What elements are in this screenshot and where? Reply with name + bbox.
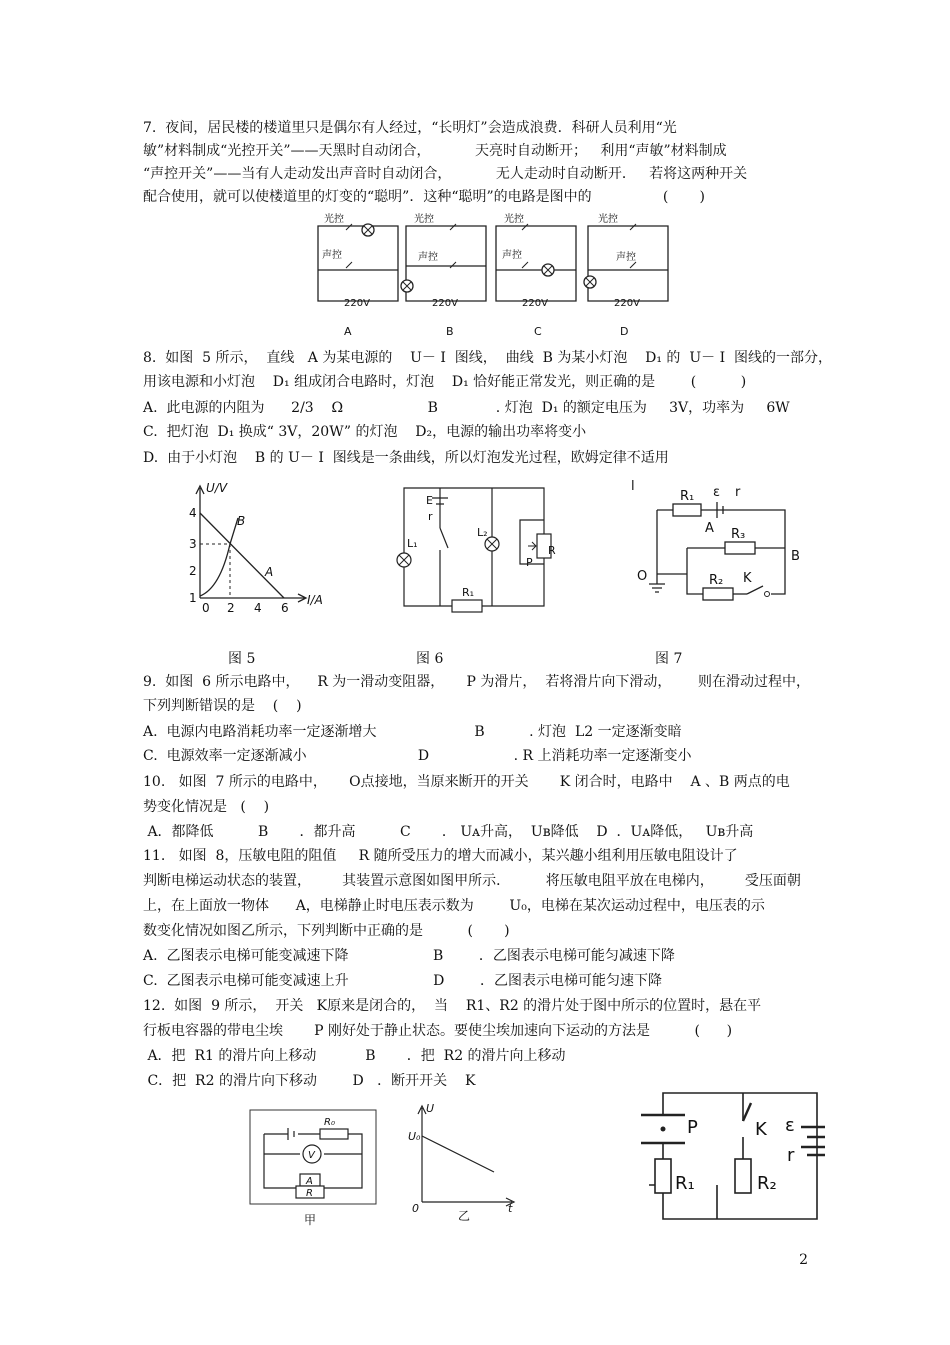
fig8-jia-label-a: A bbox=[306, 1176, 313, 1187]
q9-line-2: 下列判断错误的是 ( ) bbox=[143, 698, 302, 714]
fig9-circuit bbox=[625, 1085, 825, 1230]
fig8-yi-u-axis bbox=[418, 1106, 426, 1202]
q8-option-c: C. 把灯泡 D₁ 换成“ 3V，20W” 的灯泡 D₂，电源的输出功率将变小 bbox=[143, 424, 587, 440]
fig8-yi-caption: 乙 bbox=[458, 1209, 471, 1223]
fig6-label-p: P bbox=[526, 556, 533, 569]
fig9-label-emf: ε bbox=[785, 1115, 795, 1136]
q8-option-a-b: A. 此电源的内阻为 2/3 Ω B . 灯泡 D₁ 的额定电压为 3V，功率为 6W bbox=[143, 400, 790, 416]
q7-line-2: 敏”材料制成“光控开关”——天黑时自动闭合， 天亮时自动断开； 利用“声敏”材料制成 bbox=[143, 143, 727, 159]
fig7-label-r1: R₁ bbox=[680, 489, 695, 504]
fig6-label-r: R bbox=[548, 544, 556, 557]
q7-b-sound-label: 声控 bbox=[418, 252, 438, 263]
q8-line-1: 8. 如图 5 所示， 直线 A 为某电源的 U－ I 图线， 曲线 B 为某小灯泡 D₁ 的 U－ I 图线的一部分， bbox=[143, 350, 833, 366]
fig6-switch bbox=[440, 528, 448, 548]
q12-option-c-d: C．把 R2 的滑片向下移动 D ．断开开关 K bbox=[143, 1073, 476, 1089]
fig8-yi-line bbox=[422, 1136, 494, 1172]
q7-b-light-label: 光控 bbox=[414, 214, 434, 225]
fig5-x-tick-4: 4 bbox=[254, 601, 262, 615]
fig7-resistor-r2 bbox=[703, 588, 733, 600]
fig7-label-o: O bbox=[637, 569, 648, 584]
fig5-y-tick-4: 4 bbox=[189, 506, 197, 520]
fig7-label-a: A bbox=[705, 521, 714, 536]
fig7-label-b: B bbox=[791, 549, 800, 564]
q9-option-c-d: C. 电源效率一定逐渐减小 D . R 上消耗功率一定逐渐变小 bbox=[143, 748, 692, 764]
q7-option-b: B bbox=[446, 325, 454, 338]
q7-c-voltage-label: 220V bbox=[522, 298, 548, 309]
fig6-caption: 图 6 bbox=[416, 651, 444, 667]
fig7-switch-contact bbox=[765, 592, 770, 597]
q9-option-a-b: A. 电源内电路消耗功率一定逐渐增大 B . 灯泡 L2 一定逐渐变暗 bbox=[143, 724, 682, 740]
fig9-dust-particle bbox=[661, 1127, 666, 1132]
fig8-jia-caption: 甲 bbox=[304, 1213, 317, 1227]
fig5-dashed-guides bbox=[200, 544, 230, 598]
q11-line-2: 判断电梯运动状态的装置， 其装置示意图如图甲所示． 将压敏电阻平放在电梯内， 受压面朝 bbox=[143, 873, 801, 889]
fig8-jia-label-v: V bbox=[308, 1150, 315, 1161]
fig5-label-b: B bbox=[237, 514, 246, 528]
fig5-x-tick-6: 6 bbox=[281, 601, 289, 615]
fig9-battery bbox=[801, 1127, 825, 1155]
q12-line-1: 12. 如图 9 所示， 开关 K原来是闭合的， 当 R1、R2 的滑片处于图中所示的位置时，悬在平 bbox=[143, 998, 762, 1014]
q10-line-1: 10. 如图 7 所示的电路中， O点接地，当原来断开的开关 K 闭合时，电路中 A 、B 两点的电 bbox=[143, 774, 790, 790]
q11-line-4: 数变化情况如图乙所示，下列判断中正确的是 ( ) bbox=[143, 923, 510, 939]
q11-option-a-b: A. 乙图表示电梯可能变减速下降 B ．乙图表示电梯可能匀减速下降 bbox=[143, 948, 675, 964]
q7-a-light-label: 光控 bbox=[324, 214, 344, 225]
fig6-resistor-r1 bbox=[452, 600, 482, 612]
fig5-label-a: A bbox=[265, 565, 274, 579]
q11-option-c-d: C. 乙图表示电梯可能变减速上升 D ．乙图表示电梯可能匀速下降 bbox=[143, 973, 662, 989]
fig7-caption: 图 7 bbox=[655, 651, 683, 667]
fig8-yi-label-u0: U₀ bbox=[408, 1130, 421, 1143]
fig9-label-k: K bbox=[755, 1119, 767, 1140]
fig5-y-tick-2: 2 bbox=[189, 564, 197, 578]
fig6-label-r1: R₁ bbox=[462, 586, 475, 599]
q12-option-a-b: A．把 R1 的滑片向上移动 B ．把 R2 的滑片向上移动 bbox=[143, 1048, 566, 1064]
q12-line-2: 行板电容器的带电尘埃 P 刚好处于静止状态。要使尘埃加速向下运动的方法是 ( ) bbox=[143, 1023, 733, 1039]
q8-line-2: 用该电源和小灯泡 D₁ 组成闭合电路时，灯泡 D₁ 恰好能正常发光，则正确的是 ( ) bbox=[143, 374, 747, 390]
q7-option-d: D bbox=[620, 325, 629, 338]
q10-line-2: 势变化情况是 ( ) bbox=[143, 799, 270, 815]
fig7-resistor-r3 bbox=[725, 542, 755, 554]
q7-line-1: 7. 夜间，居民楼的楼道里只是偶尔有人经过，“长明灯”会造成浪费．科研人员利用“光 bbox=[143, 120, 677, 136]
fig9-resistor-r1 bbox=[655, 1159, 671, 1193]
fig9-switch-k bbox=[743, 1103, 751, 1121]
fig7-resistor-r1 bbox=[673, 504, 701, 516]
fig7-switch-k bbox=[747, 586, 763, 594]
q11-line-3: 上，在上面放一物体 A，电梯静止时电压表示数为 U₀，电梯在某次运动过程中，电压表的示 bbox=[143, 898, 765, 914]
fig5-caption: 图 5 bbox=[228, 651, 256, 667]
fig8-jia-battery bbox=[288, 1128, 294, 1140]
fig8-yi-t-axis bbox=[422, 1198, 514, 1206]
fig6-label-l1: L₁ bbox=[407, 537, 418, 550]
fig6-slider-p bbox=[528, 542, 536, 550]
fig8-jia-resistor-r0 bbox=[320, 1129, 348, 1139]
q7-c-sound-label: 声控 bbox=[502, 250, 522, 261]
fig7-mark: l bbox=[631, 479, 635, 494]
fig5-y-tick-1: 1 bbox=[189, 591, 197, 605]
q9-line-1: 9. 如图 6 所示电路中， R 为一滑动变阻器， P 为滑片， 若将滑片向下滑动， 则在滑动过程中， bbox=[143, 674, 811, 690]
fig5-curve-b bbox=[200, 518, 238, 596]
fig8-jia-circuit bbox=[248, 1108, 383, 1230]
fig6-label-e: E bbox=[426, 494, 433, 507]
q7-circuits-figure bbox=[310, 208, 690, 343]
q8-option-d: D. 由于小灯泡 B 的 U－ I 图线是一条曲线，所以灯泡发光过程，欧姆定律不适用 bbox=[143, 450, 669, 466]
fig8-jia-label-r: R bbox=[306, 1188, 313, 1199]
fig7-ground-icon bbox=[649, 574, 665, 592]
q10-options: A．都降低 B ．都升高 C ． Uᴀ升高， Uʙ降低 D ．Uᴀ降低， Uʙ升高 bbox=[143, 824, 754, 840]
fig8-jia-label-r0: R₀ bbox=[324, 1117, 335, 1128]
q7-c-light-label: 光控 bbox=[504, 214, 524, 225]
fig7-label-r: r bbox=[735, 485, 741, 500]
fig5-x-axis-label: I/A bbox=[307, 593, 323, 607]
fig6-label-r-internal: r bbox=[428, 510, 433, 523]
fig8-yi-label-u: U bbox=[426, 1102, 435, 1115]
q7-line-3: “声控开关”——当有人走动发出声音时自动闭合， 无人走动时自动断开． 若将这两种开关 bbox=[143, 166, 748, 182]
fig9-label-p: P bbox=[687, 1117, 698, 1138]
q11-line-1: 11. 如图 8，压敏电阻的阻值 R 随所受压力的增大而减小，某兴趣小组利用压敏电阻设计了 bbox=[143, 848, 738, 864]
fig7-label-r2: R₂ bbox=[709, 573, 724, 588]
fig6-circuit bbox=[390, 480, 560, 615]
fig8-yi-graph bbox=[400, 1098, 525, 1230]
q7-d-sound-label: 声控 bbox=[616, 252, 636, 263]
fig5-ui-graph bbox=[180, 478, 340, 623]
fig9-label-r: r bbox=[787, 1145, 795, 1166]
q7-b-voltage-label: 220V bbox=[432, 298, 458, 309]
fig7-label-emf: ε bbox=[713, 485, 721, 500]
fig9-label-r1: R₁ bbox=[675, 1173, 695, 1194]
fig9-resistor-r2 bbox=[735, 1159, 751, 1193]
fig7-label-k: K bbox=[743, 571, 752, 586]
fig5-x-tick-2: 2 bbox=[227, 601, 235, 615]
q7-line-4: 配合使用，就可以使楼道里的灯变的“聪明”．这种“聪明”的电路是图中的 ( ) bbox=[143, 189, 705, 205]
fig5-y-axis-label: U/V bbox=[206, 481, 228, 495]
q7-d-voltage-label: 220V bbox=[614, 298, 640, 309]
q7-a-sound-label: 声控 bbox=[322, 250, 342, 261]
fig7-label-r3: R₃ bbox=[731, 527, 746, 542]
fig6-label-l2: L₂ bbox=[477, 526, 488, 539]
fig8-yi-label-t: t bbox=[508, 1202, 513, 1215]
fig8-yi-label-origin: 0 bbox=[412, 1202, 419, 1215]
fig7-branches bbox=[687, 548, 785, 594]
q7-option-a: A bbox=[344, 325, 352, 338]
fig5-origin-label: 0 bbox=[202, 601, 210, 615]
fig5-y-tick-3: 3 bbox=[189, 537, 197, 551]
page-number: 2 bbox=[799, 1252, 808, 1268]
q7-option-c: C bbox=[534, 325, 542, 338]
fig9-label-r2: R₂ bbox=[757, 1173, 777, 1194]
fig7-circuit bbox=[625, 478, 810, 613]
q7-a-voltage-label: 220V bbox=[344, 298, 370, 309]
q7-d-light-label: 光控 bbox=[598, 214, 618, 225]
